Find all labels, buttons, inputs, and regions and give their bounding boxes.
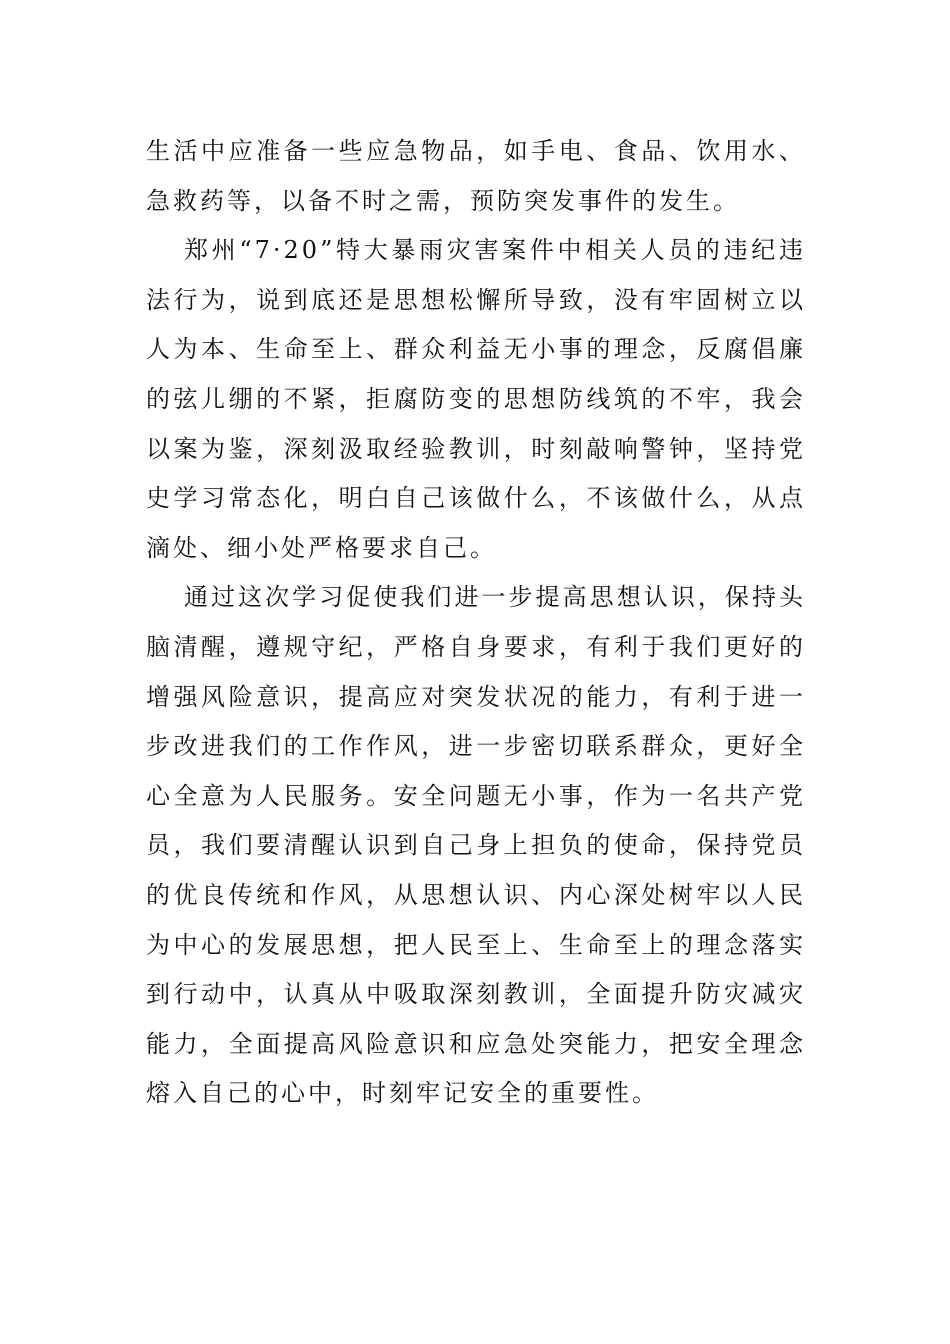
paragraph-continuation: 生活中应准备一些应急物品，如手电、食品、饮用水、急救药等，以备不时之需，预防突发事件的发生。 xyxy=(146,137,806,215)
paragraph-study-reflection: 通过这次学习促使我们进一步提高思想认识，保持头脑清醒，遵规守纪，严格自身要求，有利于我们更好的增强风险意识，提高应对突发状况的能力，有利于进一步改进我们的工作作风，进一步密切联系群众，更好全心全意为人民服务。安全问题无小事，作为一名共产党员，我们要清醒认识到自己身上担负的使命，保持党员的优良传统和作风，从思想认识、内心深处树牢以人民为中心的发展思想，把人民至上、生命至上的理念落实到行动中，认真从中吸取深刻教训，全面提升防灾减灾能力，全面提高风险意识和应急处突能力，把安全理念熔入自己的心中，时刻牢记安全的重要性。 xyxy=(146,583,806,1108)
paragraph-zhengzhou-case: 郑州“7·20”特大暴雨灾害案件中相关人员的违纪违法行为，说到底还是思想松懈所导致，没有牢固树立以人为本、生命至上、群众利益无小事的理念，反腐倡廉的弦儿绷的不紧，拒腐防变的思想防线筑的不牢，我会以案为鉴，深刻汲取经验教训，时刻敲响警钟，坚持党史学习常态化，明白自己该做什么，不该做什么，从点滴处、细小处严格要求自己。 xyxy=(146,236,806,562)
document-body xyxy=(146,127,806,1119)
